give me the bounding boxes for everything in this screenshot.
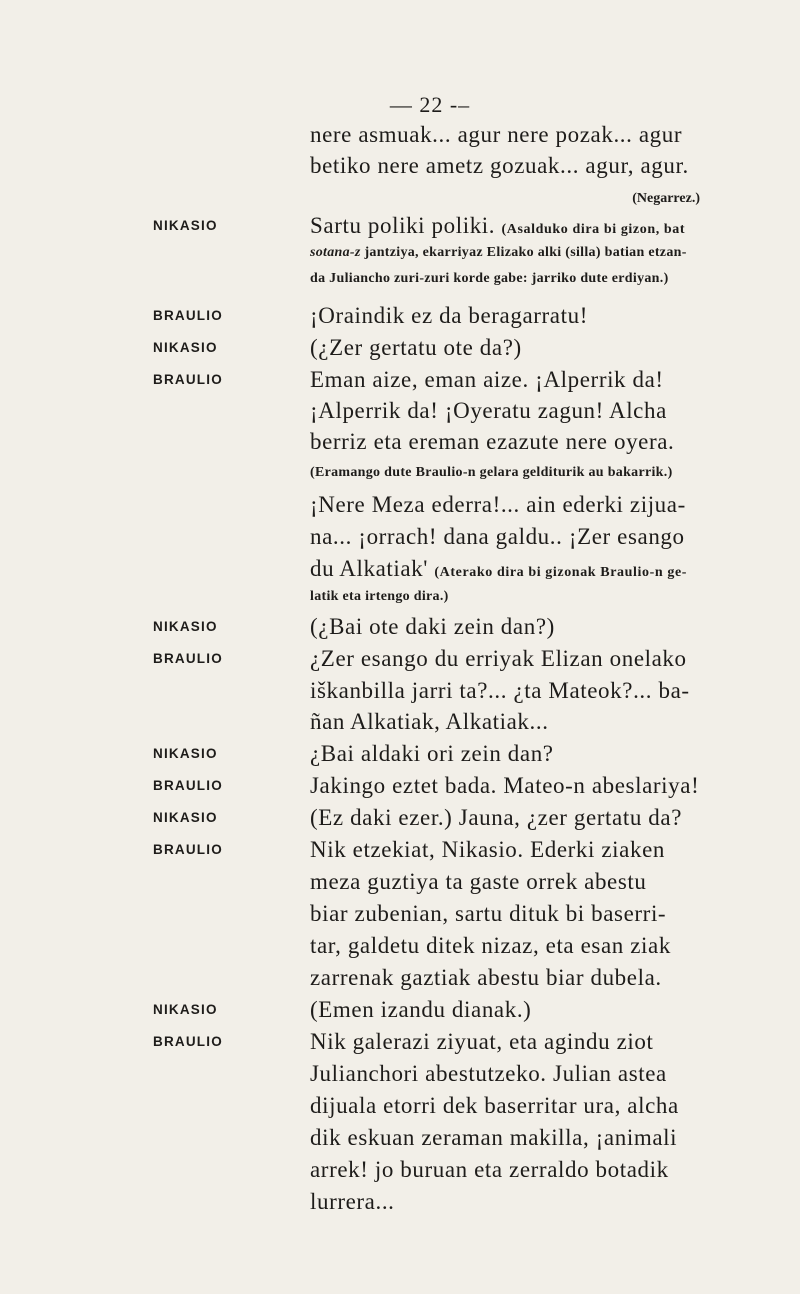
speaker-braulio: BRAULIO	[153, 778, 223, 793]
stage-direction: (Asalduko dira bi gizon, bat	[501, 222, 686, 237]
dialogue-line: Eman aize, eman aize. ¡Alperrik da!	[310, 367, 664, 392]
dialogue-line: ¡Nere Meza ederra!... ain ederki zijua-	[310, 492, 686, 517]
dialogue-line: ¡Oraindik ez da beragarratu!	[310, 303, 588, 328]
verse-line: nere asmuak... agur nere pozak... agur	[310, 122, 683, 147]
dialogue-line: ¡Alperrik da! ¡Oyeratu zagun! Alcha	[310, 398, 667, 423]
dialogue-line: ¿Zer esango du erriyak Elizan onelako	[310, 646, 687, 671]
dialogue-line: zarrenak gaztiak abestu biar dubela.	[310, 965, 662, 990]
dialogue-line: biar zubenian, sartu dituk bi baserri-	[310, 901, 667, 926]
dialogue-line: iškanbilla jarri ta?... ¿ta Mateok?... ba-	[310, 678, 690, 703]
dialogue-line: (¿Bai ote daki zein dan?)	[310, 614, 555, 639]
verse-line: betiko nere ametz gozuak... agur, agur.	[310, 153, 689, 178]
dialogue-line: Nik etzekiat, Nikasio. Ederki ziaken	[310, 837, 665, 862]
dialogue-line: Julianchori abestutzeko. Julian astea	[310, 1061, 667, 1086]
dialogue-line: Jakingo eztet bada. Mateo-n abeslariya!	[310, 773, 700, 798]
speaker-braulio: BRAULIO	[153, 842, 223, 857]
dialogue-line: ñan Alkatiak, Alkatiak...	[310, 709, 549, 734]
dialogue-line: na... ¡orrach! dana galdu.. ¡Zer esango	[310, 524, 685, 549]
speaker-braulio: BRAULIO	[153, 1034, 223, 1049]
verse-stage-note: (Negarrez.)	[632, 191, 700, 206]
stage-direction-text: jantziya, ekarriyaz Elizako alki (silla) batian etzan-	[360, 245, 687, 260]
dialogue-line: dijuala etorri dek baserritar ura, alcha	[310, 1093, 679, 1118]
stage-direction-line: da Juliancho zuri-zuri korde gabe: jarriko dute erdiyan.)	[310, 271, 669, 286]
dialogue-line: (¿Zer gertatu ote da?)	[310, 335, 522, 360]
dialogue-line: dik eskuan zeraman makilla, ¡animali	[310, 1125, 678, 1150]
dialogue-line: Nik galerazi ziyuat, eta agindu ziot	[310, 1029, 654, 1054]
stage-direction-line: latik eta irtengo dira.)	[310, 589, 449, 604]
speaker-braulio: BRAULIO	[153, 372, 223, 387]
page-number: — 22 -–	[389, 92, 471, 117]
dialogue-line	[310, 554, 687, 588]
dialogue-line	[310, 211, 685, 245]
speaker-nikasio: NIKASIO	[153, 619, 218, 634]
dialogue-line: berriz eta ereman ezazute nere oyera.	[310, 429, 675, 454]
dialogue-line: meza guztiya ta gaste orrek abestu	[310, 869, 647, 894]
speaker-nikasio: NIKASIO	[153, 1002, 218, 1017]
dialogue-line: lurrera...	[310, 1189, 395, 1214]
dialogue-line: (Ez daki ezer.) Jauna, ¿zer gertatu da?	[310, 805, 683, 830]
speaker-nikasio: NIKASIO	[153, 218, 218, 233]
dialogue-line: arrek! jo buruan eta zerraldo botadik	[310, 1157, 669, 1182]
dialogue-text: Sartu poliki poliki.	[310, 213, 496, 238]
speaker-braulio: BRAULIO	[153, 651, 223, 666]
speaker-nikasio: NIKASIO	[153, 810, 218, 825]
dialogue-line: (Emen izandu dianak.)	[310, 997, 532, 1022]
stage-direction: (Aterako dira bi gizonak Braulio-n ge-	[434, 565, 688, 580]
stage-direction-line	[310, 242, 687, 264]
dialogue-line: ¿Bai aldaki ori zein dan?	[310, 741, 554, 766]
speaker-nikasio: NIKASIO	[153, 340, 218, 355]
stage-direction-italic: sotana-z	[310, 245, 361, 260]
speaker-braulio: BRAULIO	[153, 308, 223, 323]
dialogue-line: tar, galdetu ditek nizaz, eta esan ziak	[310, 933, 671, 958]
dialogue-text: du Alkatiak'	[310, 556, 429, 581]
stage-direction-line: (Eramango dute Braulio-n gelara gelditurik au bakarrik.)	[310, 465, 673, 480]
speaker-nikasio: NIKASIO	[153, 746, 218, 761]
